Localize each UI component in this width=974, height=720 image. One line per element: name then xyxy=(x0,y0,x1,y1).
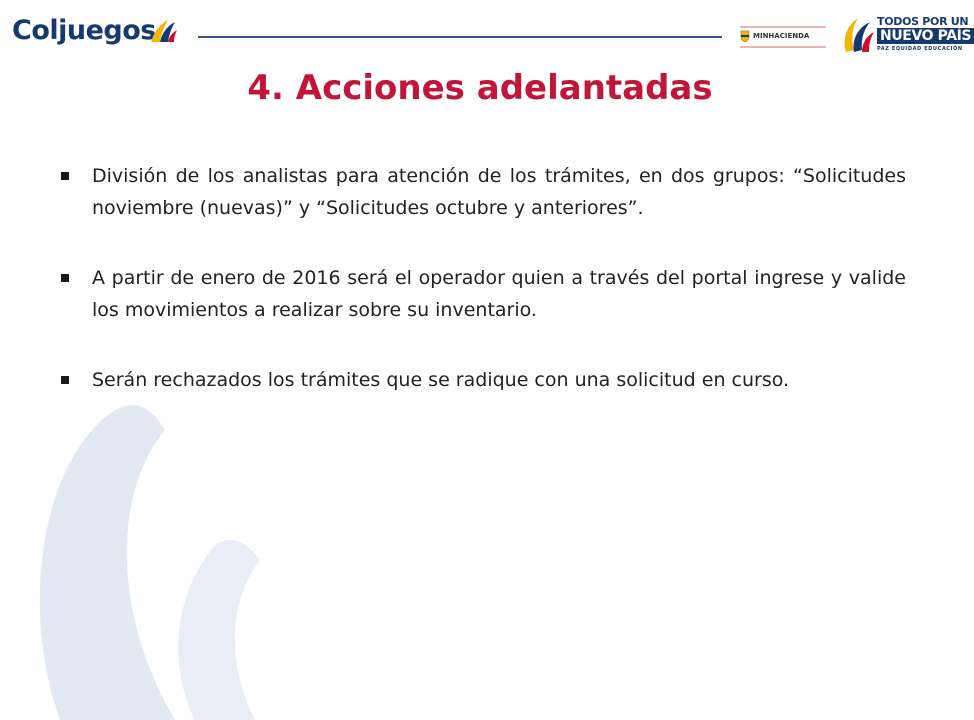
bullet-item xyxy=(56,364,906,396)
todos-por-un-nuevo-pais-logo xyxy=(840,10,972,62)
coljuegos-flag-mark-icon xyxy=(148,18,178,44)
square-bullet-icon xyxy=(61,172,69,180)
bullet-text: Serán rechazados los trámites que se radique con una solicitud en curso. xyxy=(92,369,790,391)
gov-slogan-line2: NUEVO PAÍS xyxy=(877,28,974,44)
coljuegos-logo xyxy=(12,12,180,50)
slide-header xyxy=(0,0,972,60)
watermark-crescent-outer xyxy=(40,405,175,720)
bullet-item xyxy=(56,160,906,224)
colombia-swirl-icon xyxy=(840,14,876,56)
slide-title: 4. Acciones adelantadas xyxy=(247,68,713,108)
watermark-crescent-inner xyxy=(178,540,260,720)
bullet-text: A partir de enero de 2016 será el operador quien a través del portal ingrese y valide los movimientos a realizar sobre su inventario. xyxy=(92,267,906,321)
header-rule xyxy=(198,36,722,38)
gov-slogan-line1: TODOS POR UN xyxy=(877,15,969,28)
ministry-bar-top xyxy=(740,26,826,28)
square-bullet-icon xyxy=(61,376,69,384)
bullet-list xyxy=(56,160,906,434)
colombia-shield-icon xyxy=(740,30,750,43)
gov-slogan-line3: PAZ EQUIDAD EDUCACIÓN xyxy=(877,46,963,52)
square-bullet-icon xyxy=(61,274,69,282)
minhacienda-logo xyxy=(740,26,826,48)
bullet-text: División de los analistas para atención de los trámites, en dos grupos: “Solicitudes noviembre (nuevas)” y “Solicitudes octubre y anteriores”. xyxy=(92,165,906,219)
bullet-item xyxy=(56,262,906,326)
brand-name: Coljuegos xyxy=(12,15,156,46)
ministry-label: MINHACIENDA xyxy=(753,32,810,40)
ministry-bar-bottom xyxy=(740,46,826,48)
